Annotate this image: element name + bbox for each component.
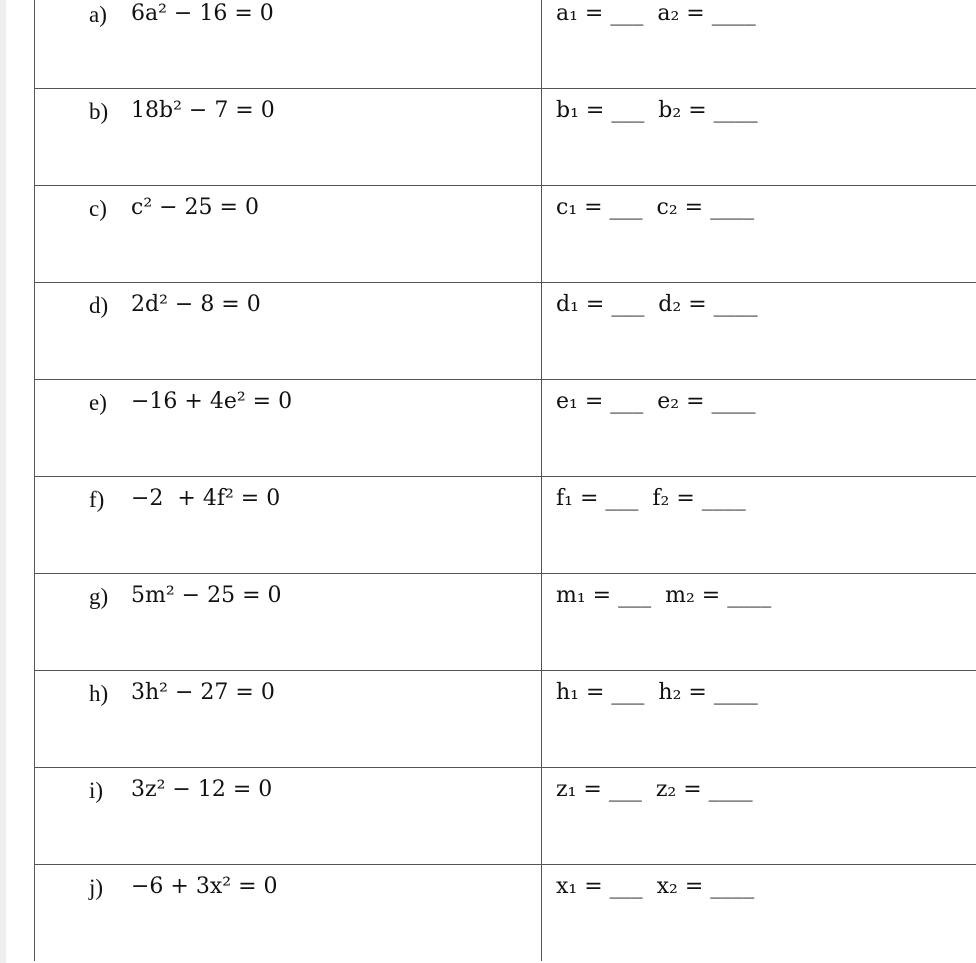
answer-cell[interactable] <box>542 380 976 476</box>
row-label: c) <box>89 196 107 221</box>
equation-text: −6 + 3x² = 0 <box>131 874 278 899</box>
equation-cell <box>35 186 542 282</box>
answer-cell[interactable] <box>542 477 976 573</box>
table-row <box>35 89 976 186</box>
equation-text: c² − 25 = 0 <box>131 195 259 220</box>
row-label: j) <box>89 875 104 900</box>
left-margin-strip <box>0 0 6 963</box>
table-row <box>35 865 976 961</box>
table-row <box>35 283 976 380</box>
answer-cell[interactable] <box>542 768 976 864</box>
answer-cell[interactable] <box>542 89 976 185</box>
equation-table <box>34 0 976 961</box>
answer-cell[interactable] <box>542 671 976 767</box>
table-row <box>35 0 976 89</box>
equation-cell <box>35 477 542 573</box>
equation-cell <box>35 380 542 476</box>
row-label: g) <box>89 584 109 609</box>
equation-cell <box>35 283 542 379</box>
answer-blanks: h₁ = ___ h₂ = ____ <box>556 680 758 705</box>
answer-blanks: m₁ = ___ m₂ = ____ <box>556 583 772 608</box>
equation-text: −16 + 4e² = 0 <box>131 389 293 414</box>
answer-cell[interactable] <box>542 283 976 379</box>
row-label: h) <box>89 681 109 706</box>
answer-cell[interactable] <box>542 574 976 670</box>
answer-blanks: f₁ = ___ f₂ = ____ <box>556 486 746 511</box>
answer-blanks: a₁ = ___ a₂ = ____ <box>556 1 756 26</box>
table-row <box>35 186 976 283</box>
answer-blanks: d₁ = ___ d₂ = ____ <box>556 292 758 317</box>
table-row <box>35 574 976 671</box>
row-label: d) <box>89 293 109 318</box>
equation-text: 3z² − 12 = 0 <box>131 777 273 802</box>
answer-cell[interactable] <box>542 0 976 88</box>
answer-blanks: b₁ = ___ b₂ = ____ <box>556 98 758 123</box>
row-label: b) <box>89 99 109 124</box>
row-label: e) <box>89 390 107 415</box>
equation-cell <box>35 89 542 185</box>
equation-cell <box>35 865 542 961</box>
equation-text: 6a² − 16 = 0 <box>131 1 274 26</box>
answer-blanks: e₁ = ___ e₂ = ____ <box>556 389 756 414</box>
equation-cell <box>35 574 542 670</box>
equation-text: 2d² − 8 = 0 <box>131 292 261 317</box>
answer-cell[interactable] <box>542 865 976 961</box>
equation-text: 3h² − 27 = 0 <box>131 680 275 705</box>
table-row <box>35 477 976 574</box>
row-label: i) <box>89 778 104 803</box>
equation-text: −2 + 4f² = 0 <box>131 486 281 511</box>
equation-cell <box>35 768 542 864</box>
table-row <box>35 768 976 865</box>
answer-blanks: c₁ = ___ c₂ = ____ <box>556 195 755 220</box>
row-label: f) <box>89 487 105 512</box>
answer-blanks: z₁ = ___ z₂ = ____ <box>556 777 753 802</box>
equation-text: 18b² − 7 = 0 <box>131 98 275 123</box>
equation-cell <box>35 0 542 88</box>
equation-cell <box>35 671 542 767</box>
row-label: a) <box>89 2 107 27</box>
answer-blanks: x₁ = ___ x₂ = ____ <box>556 874 755 899</box>
table-row <box>35 380 976 477</box>
equation-text: 5m² − 25 = 0 <box>131 583 282 608</box>
answer-cell[interactable] <box>542 186 976 282</box>
table-row <box>35 671 976 768</box>
